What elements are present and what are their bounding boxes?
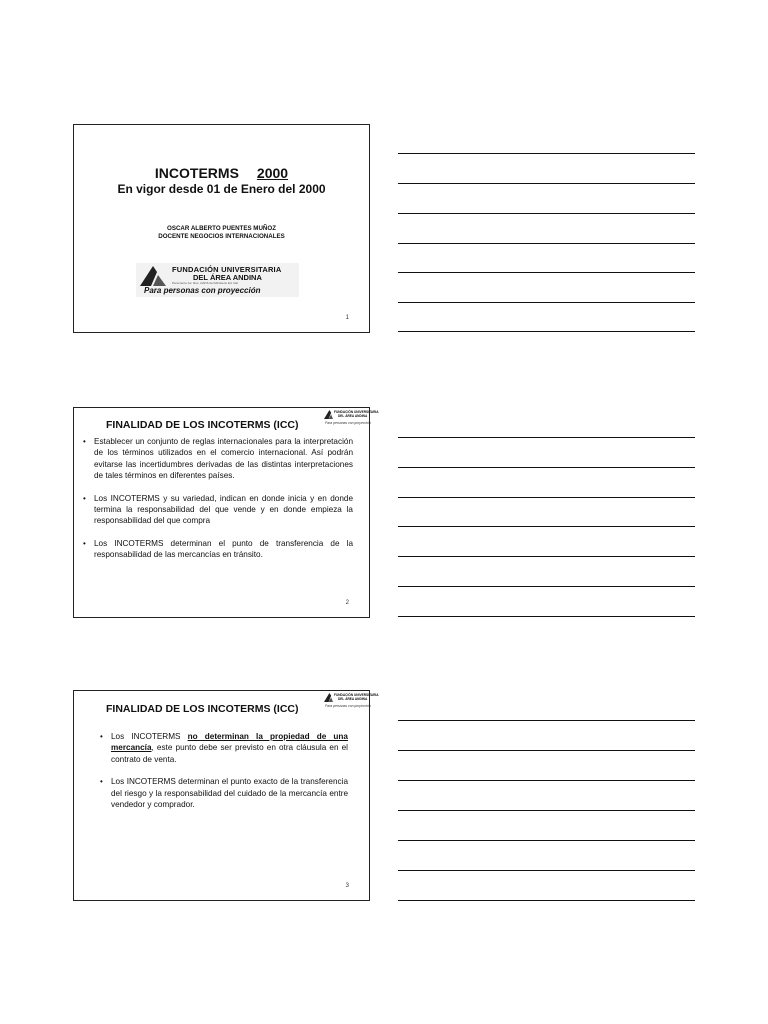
andean-peak-logo-icon (324, 693, 333, 702)
bullet-item (100, 731, 348, 765)
andean-peak-logo-icon (140, 266, 166, 286)
author-block (74, 225, 369, 241)
slide-1 (73, 124, 370, 333)
bullet-emphasis: no determinan la propiedad de una mercancía (111, 732, 348, 753)
logo-line-2: DEL ÁREA ANDINA (338, 697, 368, 701)
slide-number: 1 (345, 315, 349, 321)
title-year: 2000 (256, 165, 289, 181)
note-line (398, 900, 695, 901)
logo-fine-print: Personería Jur. Res. 22215 del Ministerio Ed. Nal. (172, 281, 239, 285)
slide-2 (73, 407, 379, 618)
note-line (398, 870, 695, 871)
bullet-text: , este punto debe ser previsto en otra cláusula en el contrato de venta. (111, 743, 348, 764)
slide-title (74, 165, 369, 181)
logo-slogan: Para personas con proyección (144, 286, 261, 295)
bullet-text: Los INCOTERMS (111, 732, 188, 741)
university-logo-small (324, 693, 379, 710)
logo-slogan: Para personas con proyección (325, 421, 371, 425)
bullet-item: • Los INCOTERMS y su variedad, indican en donde inicia y en donde termina la responsabilidad del que vende y en donde empieza la responsabilidad del que compra (83, 493, 353, 527)
note-line (398, 840, 695, 841)
note-line (398, 810, 695, 811)
logo-slogan: Para personas con proyección (325, 704, 371, 708)
note-line (398, 213, 695, 214)
logo-line-1: FUNDACIÓN UNIVERSITARIA (334, 693, 379, 697)
slide-title: FINALIDAD DE LOS INCOTERMS (ICC) (106, 419, 299, 431)
note-line (398, 467, 695, 468)
title-text: INCOTERMS (154, 165, 239, 181)
note-line (398, 750, 695, 751)
note-line (398, 526, 695, 527)
bullet-list (83, 436, 353, 572)
logo-line-1: FUNDACIÓN UNIVERSITARIA (334, 410, 379, 414)
note-line (398, 183, 695, 184)
bullet-item: • Establecer un conjunto de reglas internacionales para la interpretación de los términos utilizados en el comercio internacional. Así podrán evitarse las incertidumbres derivadas de las distintas interpretaciones de tales términos en diferentes países. (83, 436, 353, 481)
note-line (398, 331, 695, 332)
note-line (398, 272, 695, 273)
note-line (398, 556, 695, 557)
note-line (398, 780, 695, 781)
slide-3 (73, 690, 379, 901)
bullet-item: • Los INCOTERMS determinan el punto exacto de la transferencia del riesgo y la responsabilidad del cuidado de la mercancía entre vendedor y comprador. (100, 776, 348, 810)
logo-line-2: DEL ÁREA ANDINA (338, 414, 368, 418)
andean-peak-logo-icon (324, 410, 333, 419)
logo-line-2: DEL ÁREA ANDINA (193, 273, 262, 282)
note-line (398, 437, 695, 438)
note-line (398, 302, 695, 303)
slide-number: 2 (345, 600, 349, 606)
slide-number: 3 (345, 883, 349, 889)
note-line (398, 243, 695, 244)
author-role: DOCENTE NEGOCIOS INTERNACIONALES (158, 233, 285, 240)
slide-title: FINALIDAD DE LOS INCOTERMS (ICC) (106, 703, 299, 715)
author-name: OSCAR ALBERTO PUENTES MUÑOZ (167, 225, 276, 232)
note-line (398, 497, 695, 498)
note-line (398, 616, 695, 617)
university-logo (136, 263, 299, 297)
logo-line-1: FUNDACIÓN UNIVERSITARIA (172, 265, 282, 274)
note-line (398, 586, 695, 587)
university-logo-small (324, 410, 379, 427)
note-line (398, 153, 695, 154)
bullet-list (100, 731, 348, 822)
note-line (398, 720, 695, 721)
bullet-item: • Los INCOTERMS determinan el punto de transferencia de la responsabilidad de las mercancías en tránsito. (83, 538, 353, 561)
slide-subtitle: En vigor desde 01 de Enero del 2000 (117, 182, 326, 196)
